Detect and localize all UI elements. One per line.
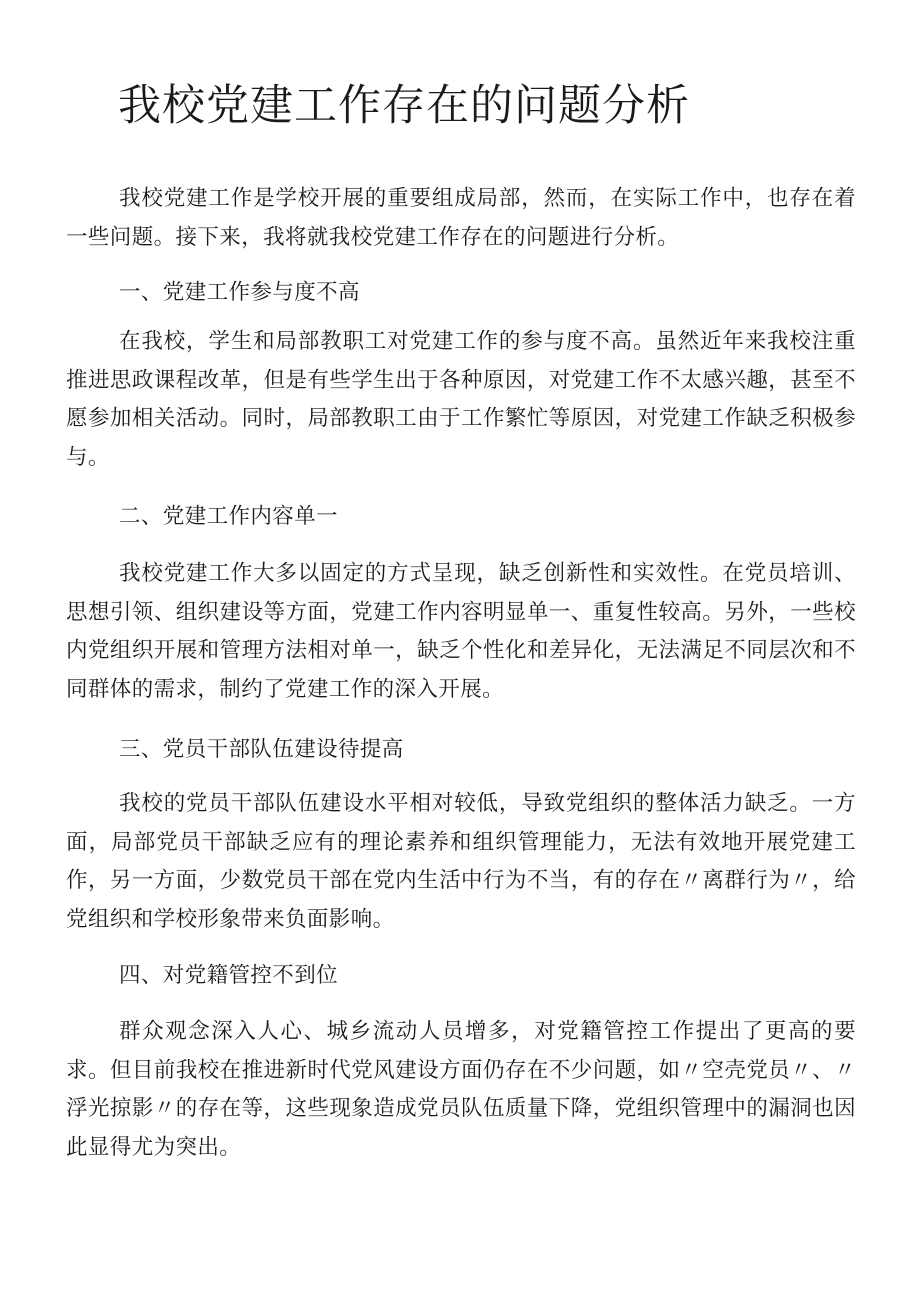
section-3-heading: 三、党员干部队伍建设待提高 <box>119 737 404 762</box>
section-2-paragraph: 我校党建工作大多以固定的方式呈现，缺乏创新性和实效性。在党员培训、思想引领、组织建设等方面，党建工作内容明显单一、重复性较高。另外，一些校内党组织开展和管理方法相对单一，缺乏个性化和差异化，无法满足不同层次和不同群体的需求，制约了党建工作的深入开展。 <box>66 561 856 702</box>
section-4-heading: 四、对党籍管控不到位 <box>119 963 339 988</box>
section-2-heading: 二、党建工作内容单一 <box>119 504 339 529</box>
document-title: 我校党建工作存在的问题分析 <box>118 81 690 131</box>
section-4-paragraph: 群众观念深入人心、城乡流动人员增多，对党籍管控工作提出了更高的要求。但目前我校在推进新时代党风建设方面仍存在不少问题，如〃空壳党员〃、〃浮光掠影〃的存在等，这些现象造成党员队伍质量下降，党组织管理中的漏洞也因此显得尤为突出。 <box>66 1019 856 1160</box>
section-1-heading: 一、党建工作参与度不高 <box>119 280 360 305</box>
section-1-paragraph: 在我校，学生和局部教职工对党建工作的参与度不高。虽然近年来我校注重推进思政课程改革，但是有些学生出于各种原因，对党建工作不太感兴趣，甚至不愿参加相关活动。同时，局部教职工由于工作繁忙等原因，对党建工作缺乏积极参与。 <box>66 329 856 470</box>
intro-paragraph: 我校党建工作是学校开展的重要组成局部，然而，在实际工作中，也存在着一些问题。接下来，我将就我校党建工作存在的问题进行分析。 <box>66 186 856 250</box>
section-3-paragraph: 我校的党员干部队伍建设水平相对较低，导致党组织的整体活力缺乏。一方面，局部党员干部缺乏应有的理论素养和组织管理能力，无法有效地开展党建工作，另一方面，少数党员干部在党内生活中行为不当，有的存在〃离群行为〃，给党组织和学校形象带来负面影响。 <box>66 791 856 932</box>
